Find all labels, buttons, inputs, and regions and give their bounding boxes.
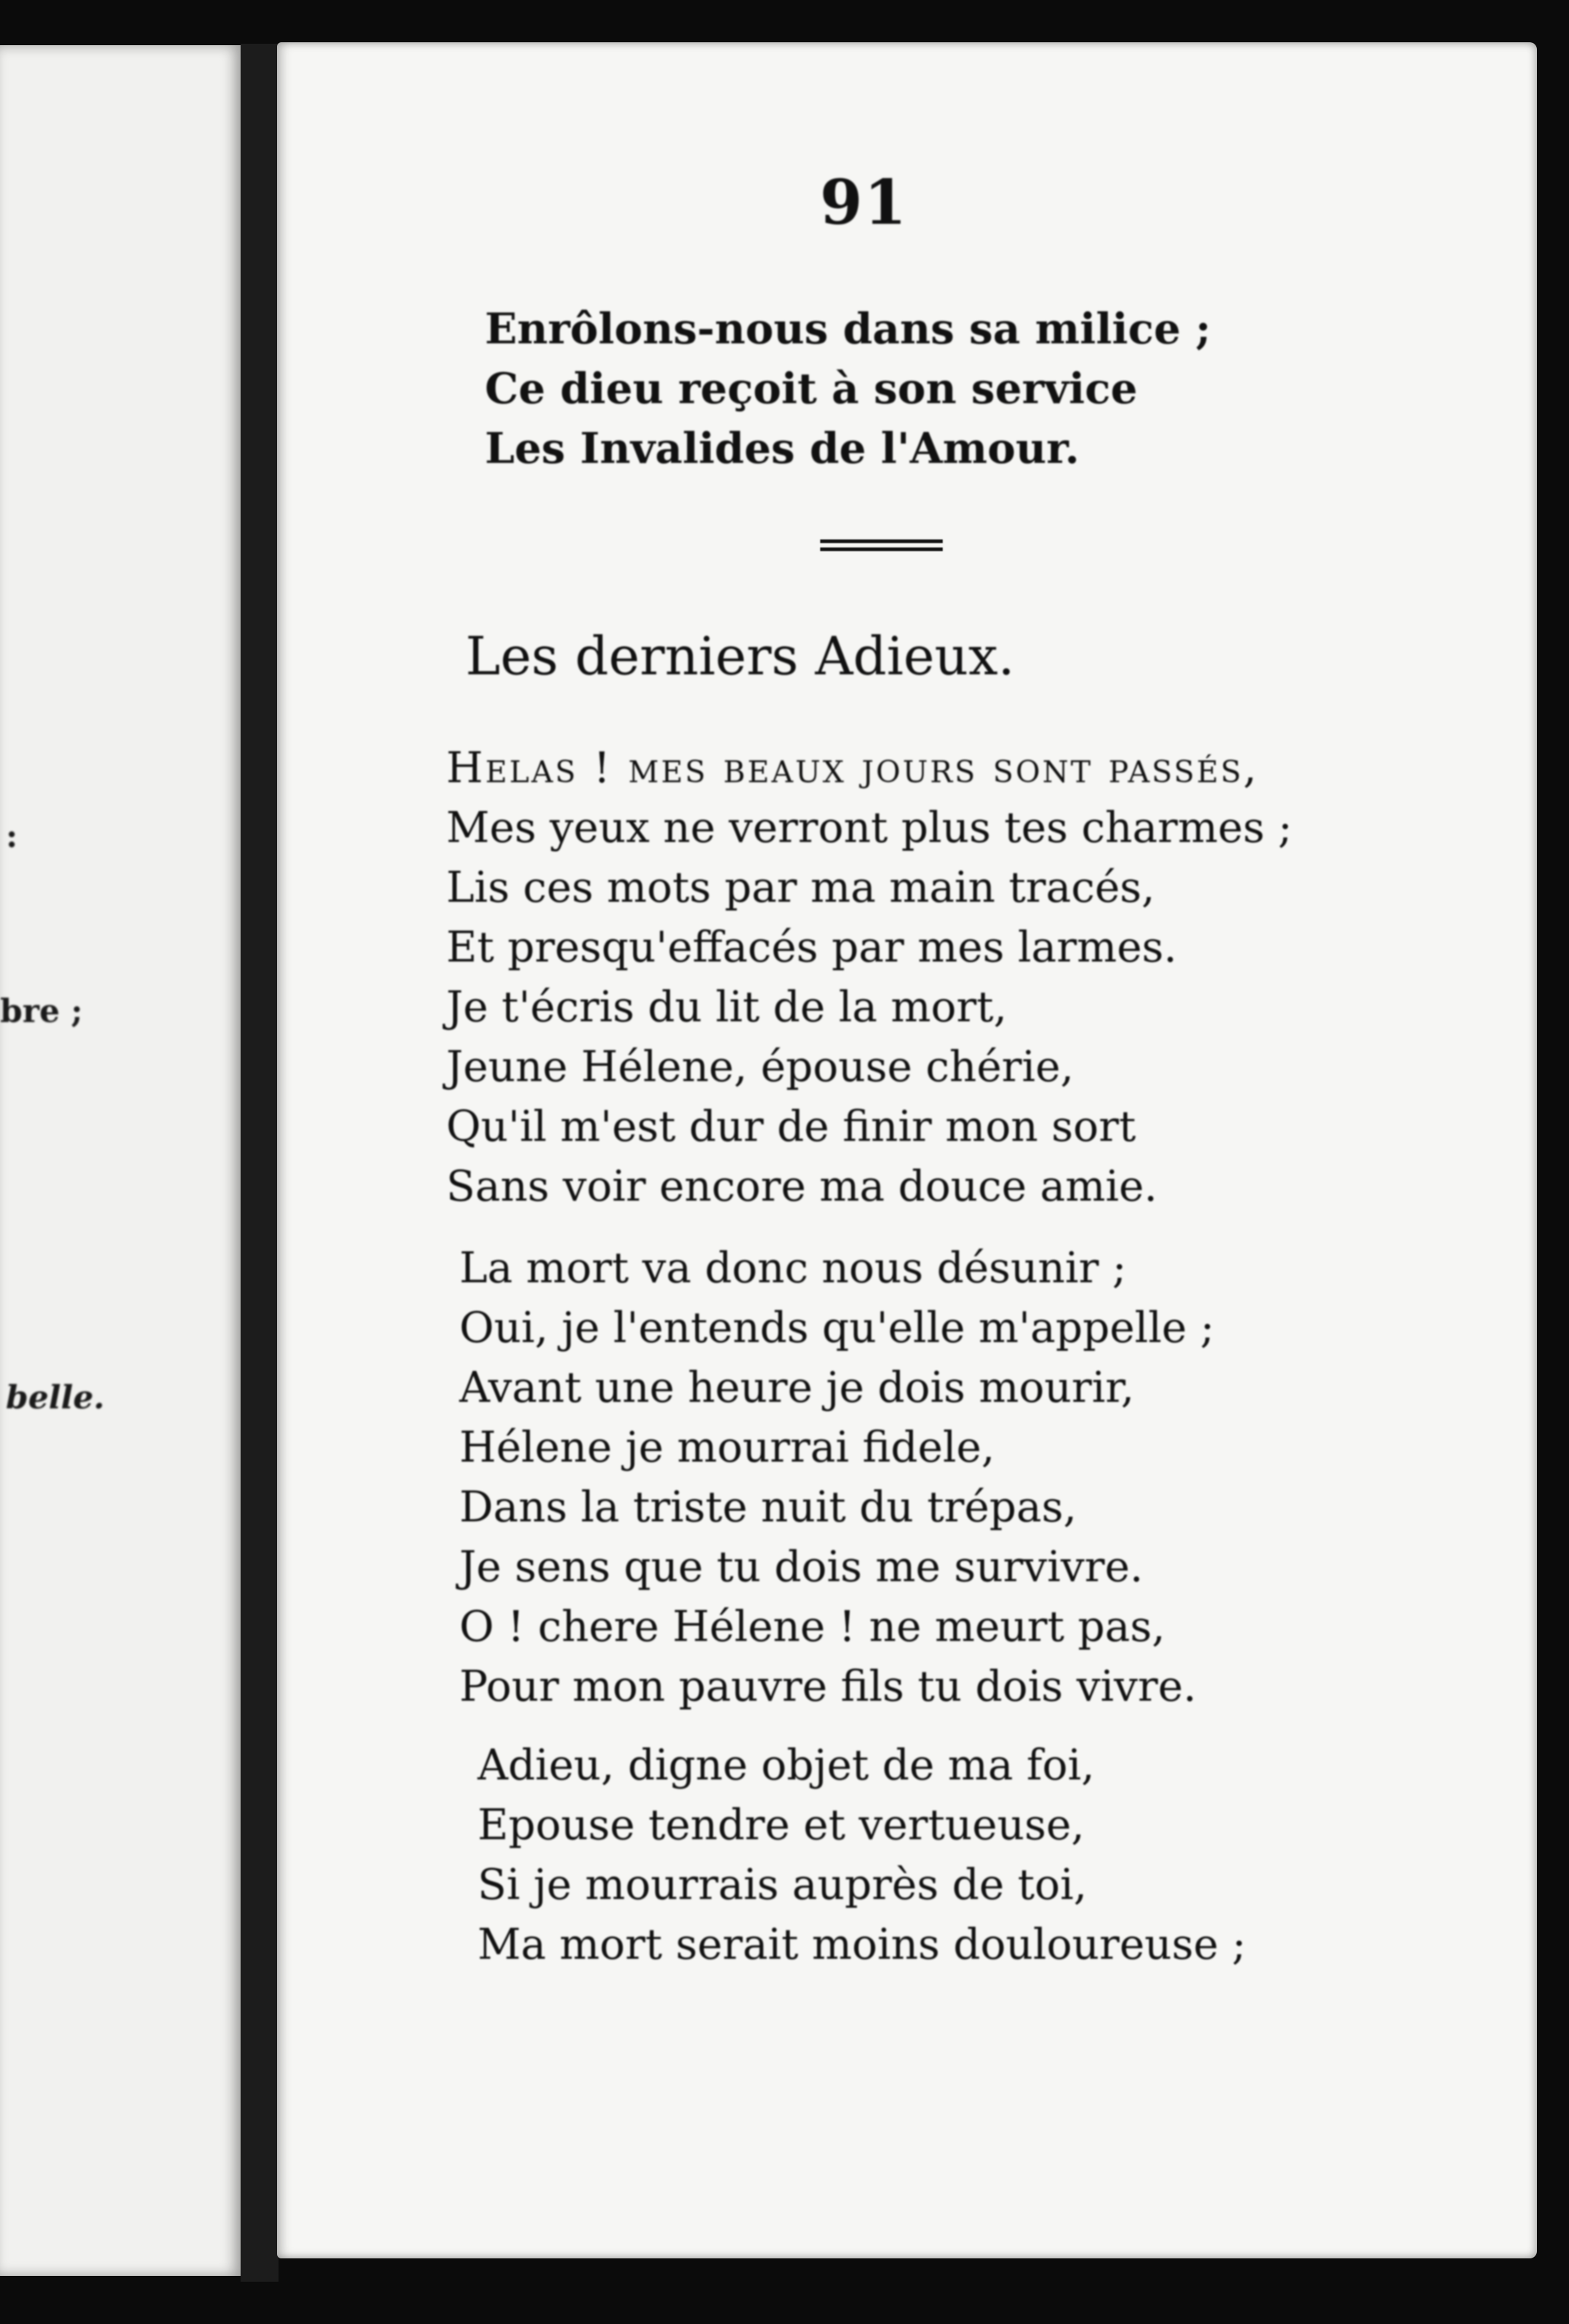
opening-line: Enrôlons-nous dans sa milice ; <box>485 304 1211 354</box>
poem-line: Ma mort serait moins douloureuse ; <box>478 1919 1247 1969</box>
page-number: 91 <box>819 166 908 238</box>
left-page-fragment <box>0 45 241 2276</box>
poem-line: Dans la triste nuit du trépas, <box>459 1482 1077 1532</box>
poem-line: Sans voir encore ma douce amie. <box>446 1161 1158 1211</box>
poem-line: Lis ces mots par ma main tracés, <box>446 862 1156 912</box>
poem-line: Pour mon pauvre fils tu dois vivre. <box>459 1661 1197 1711</box>
poem-line: Je sens que tu dois me survivre. <box>459 1542 1143 1591</box>
poem-line: Avant une heure je dois mourir, <box>459 1362 1134 1412</box>
poem-line: Jeune Hélene, épouse chérie, <box>446 1042 1074 1091</box>
left-fragment-belle: belle. <box>6 1379 105 1416</box>
poem-line: La mort va donc nous désunir ; <box>459 1243 1127 1292</box>
poem-line: Et presqu'effacés par mes larmes. <box>446 922 1177 972</box>
book-gutter <box>241 44 279 2282</box>
poem-title: Les derniers Adieux. <box>465 625 1015 687</box>
section-divider <box>820 539 943 551</box>
poem-line: Qu'il m'est dur de finir mon sort <box>446 1101 1136 1151</box>
poem-line: Epouse tendre et vertueuse, <box>478 1800 1085 1849</box>
opening-stanza <box>485 299 1211 478</box>
left-fragment-bre: bre ; <box>0 993 83 1030</box>
poem-line: Adieu, digne objet de ma foi, <box>478 1740 1095 1790</box>
opening-line: Ce dieu reçoit à son service <box>485 364 1138 413</box>
poem-stanza-2 <box>459 1238 1215 1716</box>
poem-line: Mes yeux ne verront plus tes charmes ; <box>446 803 1293 852</box>
poem-stanza-1 <box>446 738 1292 1216</box>
opening-line: Les Invalides de l'Amour. <box>485 424 1080 473</box>
poem-line: Je t'écris du lit de la mort, <box>446 982 1008 1032</box>
poem-stanza-3 <box>478 1735 1246 1974</box>
poem-line: Helas ! mes beaux jours sont passés, <box>446 743 1259 792</box>
poem-line: O ! chere Hélene ! ne meurt pas, <box>459 1602 1166 1651</box>
poem-line: Si je mourrais auprès de toi, <box>478 1860 1087 1909</box>
poem-line: Oui, je l'entends qu'elle m'appelle ; <box>459 1303 1215 1352</box>
left-fragment-colon: : <box>6 818 18 855</box>
poem-line: Hélene je mourrai fidele, <box>459 1422 995 1472</box>
